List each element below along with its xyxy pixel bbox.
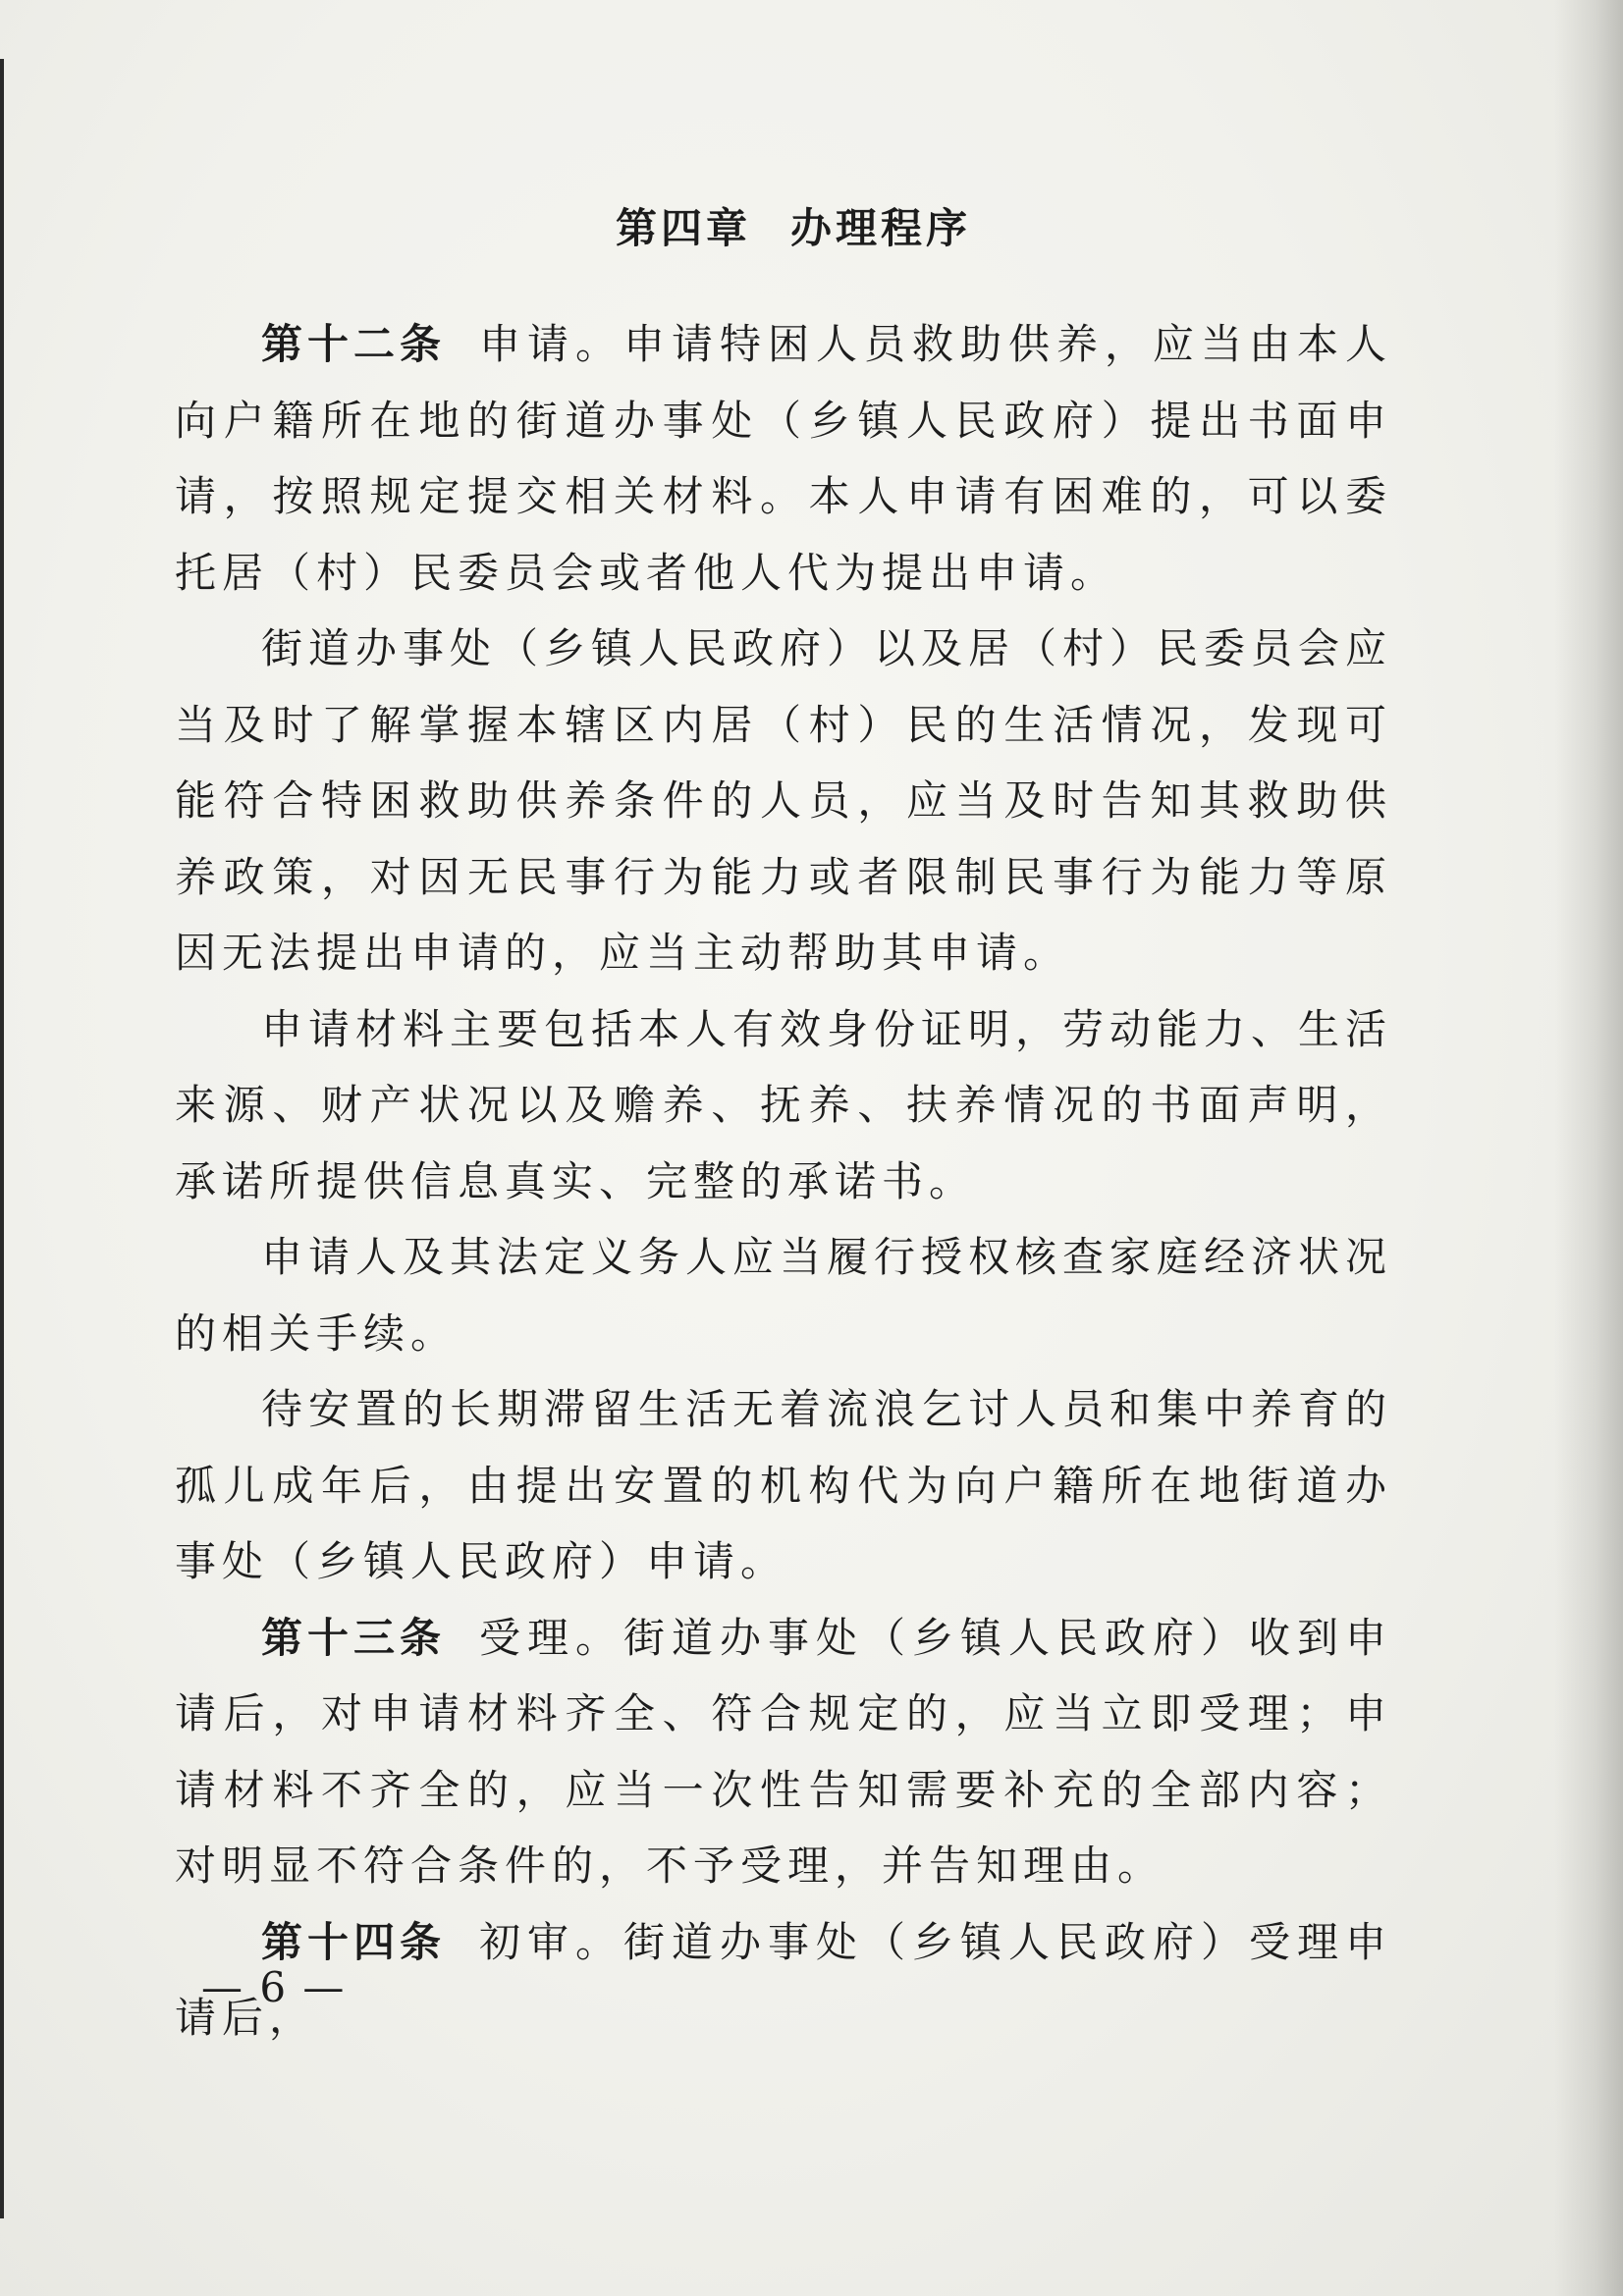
article-14-paragraph [175,1904,1392,2056]
document-body [175,196,1392,2056]
article-label: 第十三条 [261,1613,446,1662]
paragraph-text: 街道办事处（乡镇人民政府）以及居（村）民委员会应当及时了解掌握本辖区内居（村）民的生活情况，发现可能符合特困救助供养条件的人员，应当及时告知其救助供养政策，对因无民事行为能力或者限制民事行为能力等原因无法提出申请的，应当主动帮助其申请。 [175,624,1393,977]
page-number: — 6 — [201,1963,347,2011]
article-13-paragraph [175,1600,1392,1904]
article-12-paragraph-3 [175,991,1392,1220]
paragraph-text: 待安置的长期滞留生活无着流浪乞讨人员和集中养育的孤儿成年后，由提出安置的机构代为向户籍所在地街道办事处（乡镇人民政府）申请。 [175,1385,1393,1585]
article-label: 第十四条 [261,1917,446,1966]
article-12-paragraph [175,306,1392,611]
scan-edge-left [0,59,4,2218]
scan-shadow-right [1554,0,1623,2296]
paragraph-text: 受理。街道办事处（乡镇人民政府）收到申请后，对申请材料齐全、符合规定的，应当立即受理；申请材料不齐全的，应当一次性告知需要补充的全部内容；对明显不符合条件的，不予受理，并告知理由。 [175,1613,1392,1890]
paragraph-text: 申请材料主要包括本人有效身份证明，劳动能力、生活来源、财产状况以及赡养、抚养、扶养情况的书面声明，承诺所提供信息真实、完整的承诺书。 [175,1004,1393,1205]
paragraph-text: 初审。街道办事处（乡镇人民政府）受理申请后， [175,1917,1392,2042]
paragraph-text: 申请。申请特困人员救助供养，应当由本人向户籍所在地的街道办事处（乡镇人民政府）提出书面申请，按照规定提交相关材料。本人申请有困难的，可以委托居（村）民委员会或者他人代为提出申请。 [175,320,1392,597]
chapter-title: 办理程序 [790,204,972,252]
paragraph-text: 申请人及其法定义务人应当履行授权核查家庭经济状况的相关手续。 [175,1233,1393,1358]
article-12-paragraph-4 [175,1219,1392,1371]
article-label: 第十二条 [261,320,446,368]
article-12-paragraph-5 [175,1371,1392,1600]
article-12-paragraph-2 [175,611,1392,991]
chapter-number: 第四章 [615,204,751,252]
chapter-heading [175,196,1392,255]
